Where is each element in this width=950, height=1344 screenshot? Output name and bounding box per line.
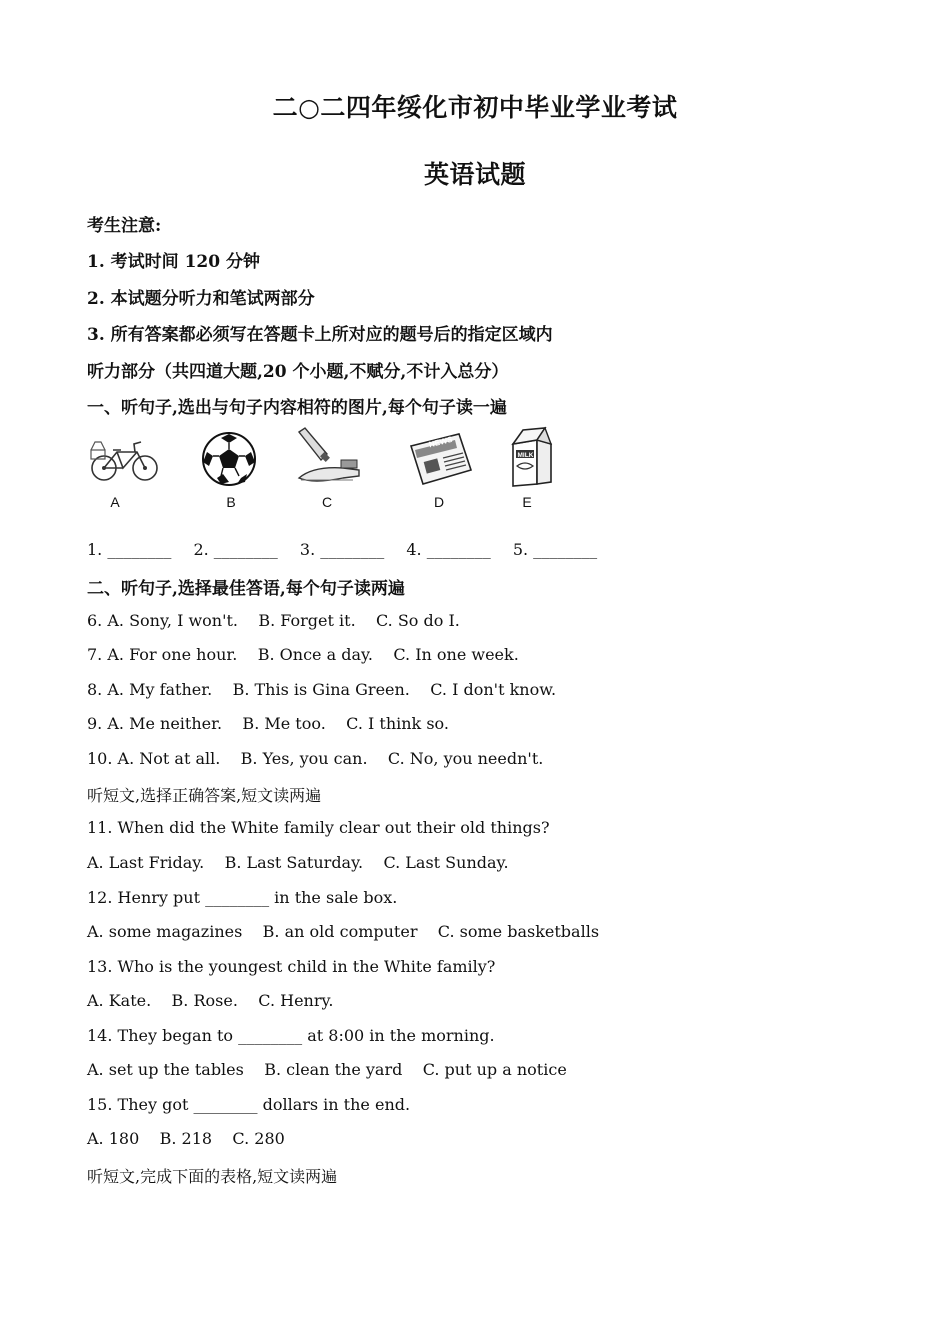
picture-option-a [87,426,163,516]
section2-heading: 二、听句子,选择最佳答语,每个句子读两遍 [87,579,405,599]
listening-intro: 听力部分（共四道大题,20 个小题,不赋分,不计入总分） [87,362,509,382]
newspaper-text: NEWS [427,434,454,450]
question-9: 9. A. Me neither. B. Me too. C. I think so. [87,714,449,733]
picture-options [87,426,567,516]
section1-heading: 一、听句子,选出与句子内容相符的图片,每个句子读一遍 [87,398,507,418]
question-11-options: A. Last Friday. B. Last Saturday. C. Last Sunday. [87,853,509,872]
picture-label-d: D [433,494,445,510]
question-8: 8. A. My father. B. This is Gina Green. C. I don't know. [87,680,557,699]
question-7: 7. A. For one hour. B. Once a day. C. In one week. [87,645,519,664]
notice-heading: 考生注意: [87,216,162,236]
notice-item-2: 2. 本试题分听力和笔试两部分 [87,289,315,309]
question-15-options: A. 180 B. 218 C. 280 [87,1129,285,1148]
section4-heading: 听短文,完成下面的表格,短文读两遍 [87,1167,338,1186]
newspaper-icon [405,426,481,490]
notice-item-1: 1. 考试时间 120 分钟 [87,252,260,272]
question-11: 11. When did the White family clear out their old things? [87,818,550,837]
picture-label-b: B [226,494,236,510]
picture-option-e [501,426,577,516]
picture-label-e: E [522,494,532,510]
milk-carton-icon [501,426,577,490]
milk-carton-text: MILK [517,452,534,459]
picture-option-b [199,426,275,516]
question-14: 14. They began to ________ at 8:00 in the morning. [87,1026,495,1045]
question-14-options: A. set up the tables B. clean the yard C. put up a notice [87,1060,567,1079]
picture-label-c: C [321,494,333,510]
toothpaste-toothbrush-icon [293,426,369,490]
question-10: 10. A. Not at all. B. Yes, you can. C. No, you needn't. [87,749,544,768]
question-12: 12. Henry put ________ in the sale box. [87,888,398,907]
bicycle-icon [87,426,163,490]
question-13: 13. Who is the youngest child in the White family? [87,957,496,976]
exam-subtitle: 英语试题 [423,160,526,189]
answer-blank-2[interactable]: 2. ________ [193,540,278,559]
section3-heading: 听短文,选择正确答案,短文读两遍 [87,786,322,805]
answer-blank-1[interactable]: 1. ________ [87,540,172,559]
answer-blank-5[interactable]: 5. ________ [512,540,598,559]
answer-blank-3[interactable]: 3. ________ [299,540,385,559]
picture-label-a: A [110,494,120,510]
question-15: 15. They got ________ dollars in the end. [87,1095,411,1114]
answer-blank-4[interactable]: 4. ________ [406,540,491,559]
soccer-ball-icon [199,426,275,490]
picture-option-d [405,426,481,516]
notice-item-3: 3. 所有答案都必须写在答题卡上所对应的题号后的指定区域内 [87,325,553,345]
picture-option-c [293,426,369,516]
section1-answer-blanks [87,540,614,559]
exam-title: 二○二四年绥化市初中毕业学业考试 [272,93,678,122]
question-6: 6. A. Sony, I won't. B. Forget it. C. So do I. [87,611,460,630]
question-12-options: A. some magazines B. an old computer C. some basketballs [87,922,600,941]
question-13-options: A. Kate. B. Rose. C. Henry. [87,991,334,1010]
